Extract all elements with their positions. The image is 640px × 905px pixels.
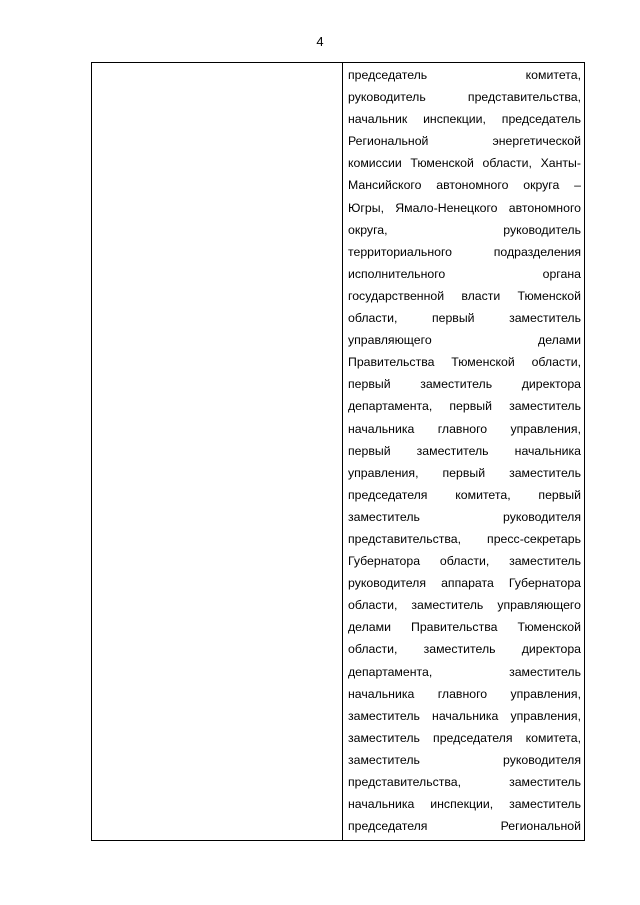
text-line: округа, руководитель <box>348 222 581 237</box>
text-line: начальника инспекции, заместитель <box>348 797 581 812</box>
text-line: области, заместитель управляющего <box>348 598 581 613</box>
text-line: начальника главного управления, <box>348 686 581 701</box>
text-line: представительства, заместитель <box>348 775 581 789</box>
table-left-cell <box>92 63 342 840</box>
text-line: начальник инспекции, председатель <box>348 112 581 127</box>
column-divider <box>342 63 343 840</box>
text-line: департамента, первый заместитель <box>348 399 581 414</box>
text-line: начальника главного управления, <box>348 421 581 436</box>
text-line: государственной власти Тюменской <box>348 288 581 303</box>
text-line: заместитель начальника управления, <box>348 708 581 723</box>
text-line: председатель комитета, <box>348 68 581 82</box>
text-line: председателя Региональной <box>348 819 581 834</box>
text-line: Региональной энергетической <box>348 134 581 149</box>
text-line: управляющего делами <box>348 333 581 348</box>
page-number: 4 <box>316 34 324 49</box>
text-line: Губернатора области, заместитель <box>348 554 581 569</box>
table-right-cell <box>348 64 581 837</box>
text-line: Правительства Тюменской области, <box>348 355 581 370</box>
text-line: заместитель руководителя <box>348 509 581 524</box>
text-line: Югры, Ямало-Ненецкого автономного <box>348 200 581 215</box>
text-line: первый заместитель начальника <box>348 443 581 458</box>
text-line: руководителя аппарата Губернатора <box>348 576 581 591</box>
text-line: представительства, пресс-секретарь <box>348 531 581 546</box>
document-table <box>91 62 585 841</box>
text-line: заместитель председателя комитета, <box>348 730 581 745</box>
text-line: руководитель представительства, <box>348 90 581 105</box>
text-line: делами Правительства Тюменской <box>348 620 581 635</box>
text-line: комиссии Тюменской области, Ханты- <box>348 156 581 171</box>
text-line: территориального подразделения <box>348 244 581 259</box>
text-line: департамента, заместитель <box>348 664 581 679</box>
text-line: первый заместитель директора <box>348 377 581 392</box>
text-line: исполнительного органа <box>348 266 581 281</box>
text-line: области, первый заместитель <box>348 311 581 326</box>
text-line: заместитель руководителя <box>348 752 581 767</box>
text-line: области, заместитель директора <box>348 642 581 657</box>
text-line: председателя комитета, первый <box>348 487 581 502</box>
text-line: управления, первый заместитель <box>348 465 581 480</box>
text-line: Мансийского автономного округа – <box>348 178 581 193</box>
